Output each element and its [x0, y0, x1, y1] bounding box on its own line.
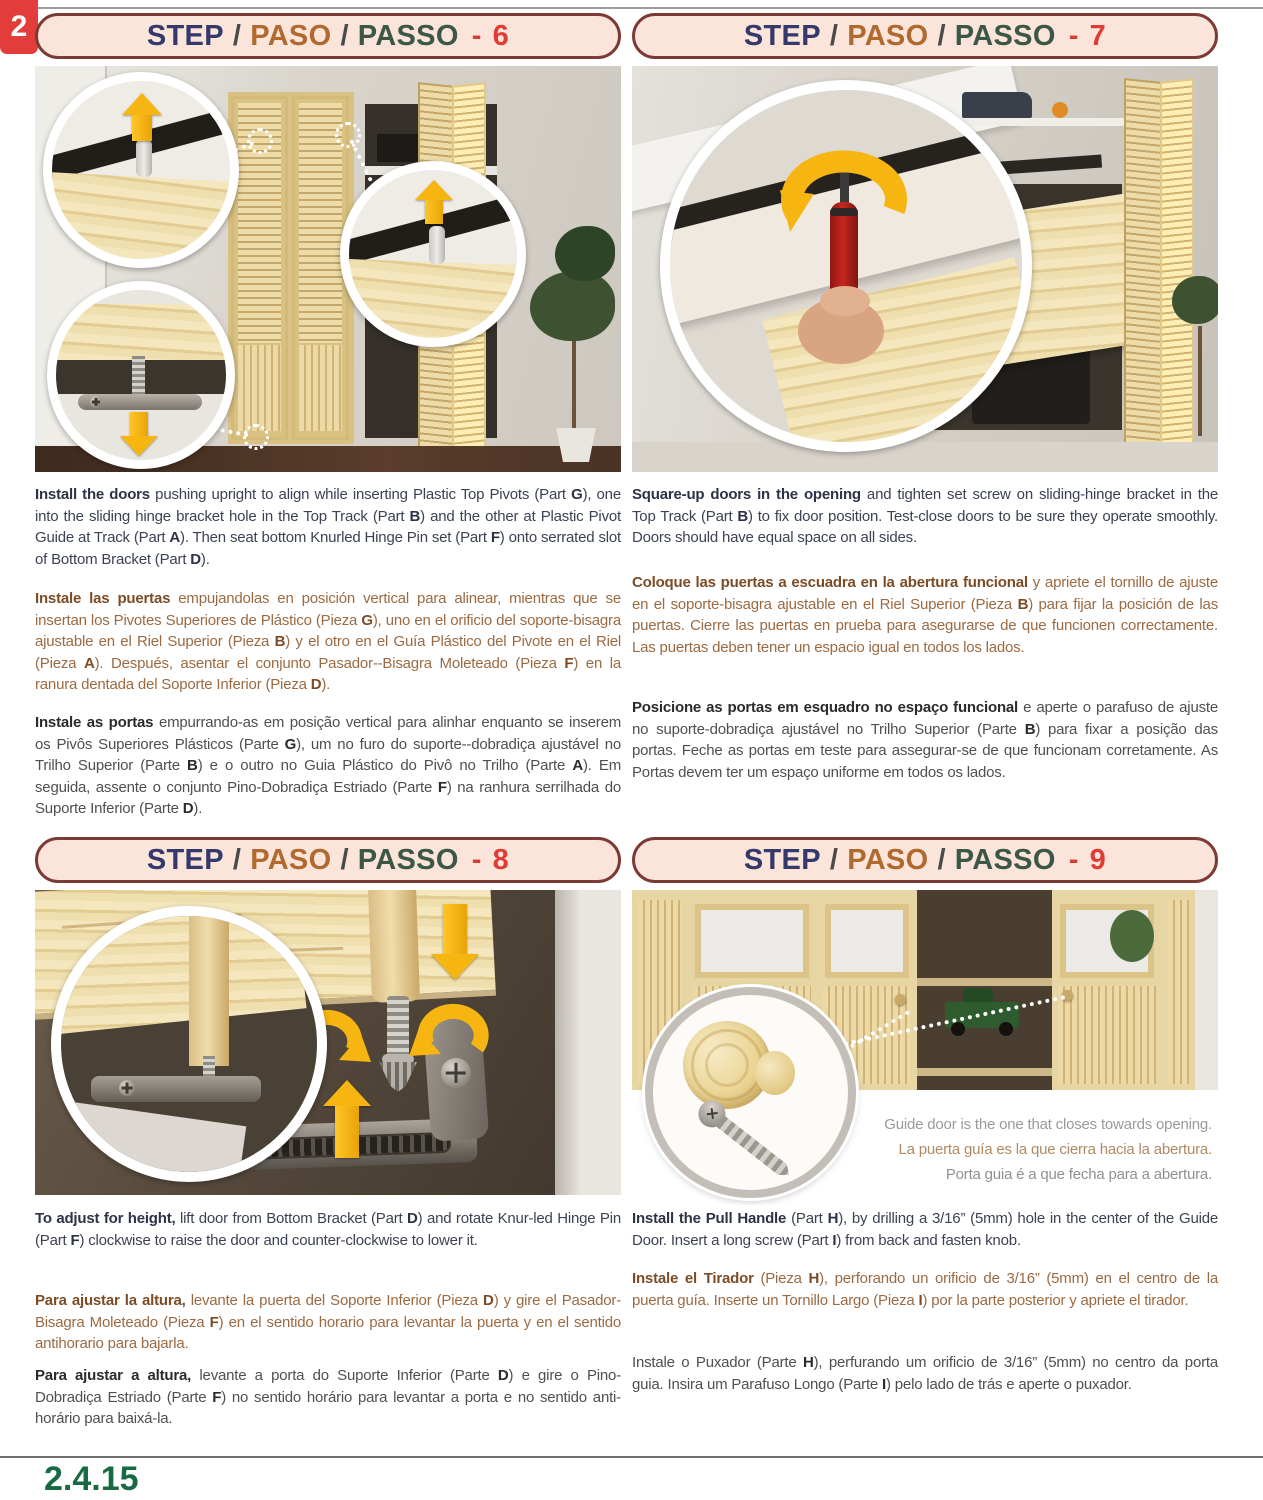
banner-separator: /: [937, 843, 946, 876]
lower-panel: [299, 345, 342, 431]
door-bottom-edge: [50, 304, 232, 362]
bottom-bracket: [91, 1076, 261, 1102]
banner-separator: /: [232, 19, 242, 52]
step-7-section: [632, 0, 1218, 838]
step-number: 8: [492, 843, 510, 876]
toy-truck-wheel: [951, 1022, 965, 1036]
step-9-text-portuguese: Instale o Puxador (Parte H), perfurando um orificio de 3/16” (5mm) no centro da porta guia. Insira um Parafuso Longo (Parte I) pelo lado de trás e aperte o puxador.: [632, 1354, 1218, 1393]
knurled-hinge-pin-thread: [387, 996, 409, 1058]
banner-step-label: STEP: [743, 843, 821, 876]
rotate-counter-arrow-icon: [407, 994, 493, 1070]
bead-panel: [1168, 900, 1189, 1084]
door-bottom-rail: [51, 906, 307, 1035]
floor: [632, 442, 1218, 472]
floor: [51, 1099, 246, 1182]
dotted-ring: [243, 424, 269, 450]
plant-foliage: [530, 271, 615, 341]
banner-separator: /: [829, 843, 839, 876]
step-8-text-english: To adjust for height, lift door from Bottom Bracket (Part D) and rotate Knur-led Hinge Pin (Part F) clockwise to raise the door and counter-clockwise to lower it.: [35, 1210, 622, 1249]
bifold-door-folded-panel: [1124, 78, 1162, 458]
step-8-photo-bottom-bracket-adjustment: [35, 890, 621, 1195]
frosted-glass-panel: [695, 904, 809, 978]
banner-dash: -: [1068, 19, 1079, 52]
banner-passo-label: PASSO: [954, 843, 1056, 876]
inset-knob-and-screw: [645, 987, 856, 1198]
banner-dash: -: [471, 843, 482, 876]
door-top-edge: [341, 259, 524, 347]
step-8-banner: [35, 837, 621, 883]
caption-english: Guide door is the one that closes towards opening.: [884, 1116, 1212, 1133]
bracket-screw: [119, 1080, 135, 1096]
step-8-section: [35, 824, 621, 1458]
dotted-ring: [247, 128, 273, 154]
dotted-ring: [335, 122, 361, 148]
screw-thread: [716, 1115, 794, 1180]
step-7-text-english: Square-up doors in the opening and tighten set screw on sliding-hinge bracket in the Top Track (Part B) to fix door position. Test-close doors to be sure they operate smoothly. Doors should have equal space on all sides.: [632, 486, 1218, 546]
step-7-banner: [632, 13, 1218, 59]
plant-behind-glass: [1110, 910, 1154, 962]
bead-panel: [1058, 986, 1156, 1084]
plant-foliage: [555, 226, 615, 281]
door-edge: [1162, 890, 1197, 1090]
door-pivot-post: [189, 916, 229, 1066]
step-6-text-portuguese: Instale as portas empurrando-as em posição vertical para alinhar enquanto se inserem os Pivôs Superiores Plásticos (Parte G), um no furo do suporte--dobradiça ajustável no Trilho Superior (Parte B) e o outro no Guia Plástico do Pivô no Trilho (Parte A). Em seguida, assente o conjunto Pino-Dobradiça Estriado (Parte F) na ranhura serrilhada do Suporte Inferior (Parte D).: [35, 714, 622, 817]
step-8-text-spanish: Para ajustar la altura, levante la puerta del Soporte Inferior (Pieza D) y gire el Pasador-Bisagra Moleteado (Pieza F) en el sentido horario para levantar la puerta y en el sentido antihorario para bajarla.: [35, 1292, 621, 1352]
knob-base: [755, 1051, 795, 1095]
open-shelf-section: [917, 890, 1052, 1090]
banner-step-label: STEP: [146, 19, 224, 52]
down-arrow-icon: [431, 904, 479, 980]
banner-separator: /: [340, 843, 349, 876]
wall-right: [555, 890, 621, 1195]
step-6-photo-closet-bifold-doors: [35, 66, 621, 472]
step-8-text-portuguese: Para ajustar a altura, levante a porta do Suporte Inferior (Parte D) e gire o Pino-Dobradiça Estriado (Parte F) no sentido horário para levantar a porta e no sentido anti-horário para baixá-la.: [35, 1367, 621, 1427]
door-pivot-post: [368, 890, 420, 1003]
banner-passo-label: PASSO: [357, 843, 459, 876]
door-knob: [895, 994, 906, 1005]
banner-step-label: STEP: [743, 19, 821, 52]
bracket-screw: [90, 396, 102, 408]
wall-right: [1195, 890, 1218, 1090]
frosted-glass-panel: [825, 904, 909, 978]
banner-passo-label: PASSO: [357, 19, 459, 52]
banner-paso-label: PASO: [250, 843, 332, 876]
down-arrow-icon: [120, 412, 158, 456]
banner-paso-label: PASO: [250, 19, 332, 52]
banner-separator: /: [937, 19, 946, 52]
toy-truck-wheel: [999, 1022, 1013, 1036]
step-9-banner: [632, 837, 1218, 883]
plastic-top-pivot: [429, 226, 445, 264]
caption-portuguese: Porta guia é a que fecha para a abertura.: [945, 1166, 1212, 1183]
step-6-text-english: Install the doors pushing upright to align while inserting Plastic Top Pivots (Part G), one into the sliding hinge bracket hole in the Top Track (Part B) and the other at Plastic Pivot Guide at Track (Part A). Then seat bottom Knurled Hinge Pin set (Part F) onto serrated slot of Bottom Bracket (Part D).: [35, 486, 622, 568]
plastic-top-pivot: [136, 139, 152, 177]
step-6-section: [35, 0, 621, 838]
banner-paso-label: PASO: [847, 19, 929, 52]
step-9-text-spanish: Instale el Tirador (Pieza H), perforando un orificio de 3/16” (5mm) en el centro de la puerta guía. Inserte un Tornillo Largo (Pieza I) por la parte posterior y apriete el tirador.: [632, 1270, 1218, 1309]
step-7-text-portuguese: Posicione as portas em esquadro no espaço funcional e aperte o parafuso de ajuste no suporte-dobradiça ajustável no Trilho Superior (Parte B) para fixar a posição das portas. Feche as portas em teste para assegurar-se de que funcionam corretamente. As Portas devem ter um espaço uniforme em todos os lados.: [632, 699, 1218, 781]
banner-paso-label: PASO: [847, 843, 929, 876]
step-7-photo-tighten-set-screw: [632, 66, 1218, 472]
inset-top-pivot-right-detail: [340, 161, 526, 347]
guide-door: [1052, 890, 1164, 1090]
plant-trunk: [1198, 326, 1202, 436]
lower-panel: [238, 345, 281, 431]
step-9-section: [632, 824, 1218, 1458]
up-arrow-icon: [122, 93, 162, 141]
up-arrow-icon: [323, 1080, 371, 1158]
step-6-banner: [35, 13, 621, 59]
shelf: [917, 978, 1052, 986]
step-number: 7: [1089, 19, 1107, 52]
caption-spanish: La puerta guía es la que cierra hacia la abertura.: [898, 1141, 1212, 1158]
shelf: [917, 1068, 1052, 1076]
banner-separator: /: [829, 19, 839, 52]
rotate-arrow-icon: [762, 128, 922, 248]
up-arrow-icon: [415, 180, 453, 224]
step-9-text-english: Install the Pull Handle (Part H), by drilling a 3/16” (5mm) hole in the center of the Guide Door. Insert a long screw (Part I) from back and fasten knob.: [632, 1210, 1219, 1249]
banner-step-label: STEP: [146, 843, 224, 876]
door-top-edge: [44, 172, 239, 268]
banner-separator: /: [232, 843, 242, 876]
step-9-photo-install-pull-handle: [632, 890, 1218, 1205]
banner-passo-label: PASSO: [954, 19, 1056, 52]
banner-separator: /: [340, 19, 349, 52]
banner-dash: -: [471, 19, 482, 52]
plant-foliage: [1172, 276, 1218, 324]
long-screw: [692, 1094, 805, 1192]
shelf-item-ball: [1052, 102, 1068, 118]
step-number: 6: [492, 19, 510, 52]
inset-bottom-bracket-detail: [47, 281, 235, 469]
guide-door-caption: [884, 1112, 1212, 1187]
inset-set-screw-detail: [660, 80, 1032, 452]
bifold-door-folded-panel: [1160, 78, 1194, 458]
knurled-hinge-pin: [132, 356, 145, 396]
step-7-text-spanish: Coloque las puertas a escuadra en la abertura funcional y apriete el tornillo de ajuste en el soporte-bisagra ajustable en el Riel Superior (Pieza B) para fijar la posición de las puertas. Cierre las puertas en prueba para asegurarse de que funcionen correctamente. Las puertas deben tener un espacio igual en todos los lados.: [632, 574, 1218, 656]
step-number: 9: [1089, 843, 1107, 876]
bottom-divider: [0, 1456, 1263, 1458]
step-6-text-spanish: Instale las puertas empujandolas en posición vertical para alinear, mientras que se insertan los Pivotes Superiores de Plástico (Pieza G), uno en el orificio del soporte-bisagra ajustable en el Riel Superior (Pieza B) y el otro en el Guía Plástico del Pivote en el Riel (Pieza A). Después, asentar el conjunto Pasador--Bisagra Moleteado (Pieza F) en la ranura dentada del Soporte Inferior (Pieza D).: [35, 590, 622, 693]
banner-dash: -: [1068, 843, 1079, 876]
page-code: 2.4.15: [44, 1460, 139, 1498]
hand-fingers: [820, 286, 870, 316]
page-number-badge: 2: [0, 0, 38, 54]
inset-bracket-side-view: [51, 906, 327, 1182]
inset-top-pivot-detail: [43, 72, 239, 268]
